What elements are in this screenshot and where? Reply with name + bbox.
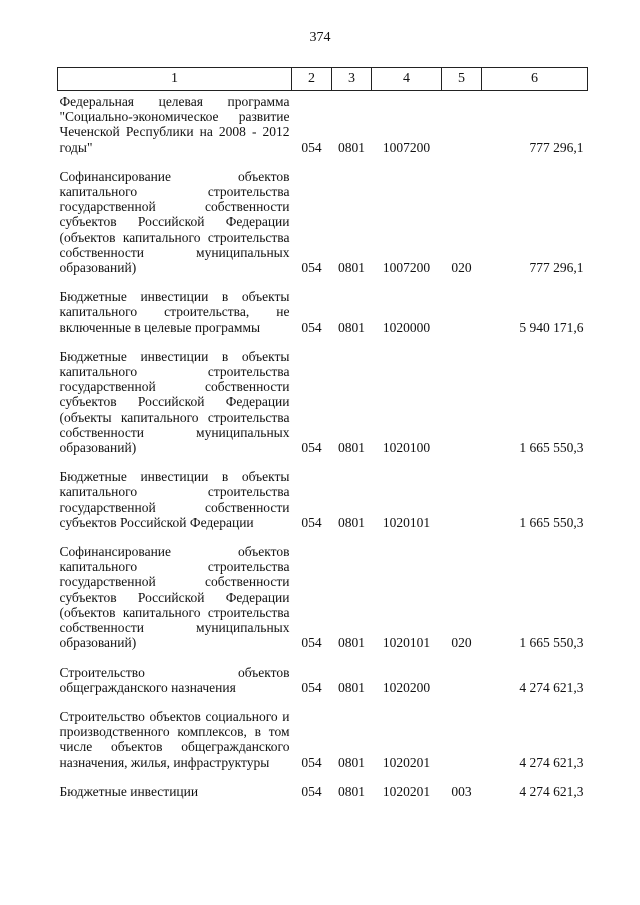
row-code-4: 1020000 <box>382 319 431 335</box>
header-col-1: 1 <box>58 68 292 91</box>
row-description: Бюджетные инвестиции <box>59 783 199 799</box>
row-code-4: 1020200 <box>382 679 431 695</box>
row-code-3: 0801 <box>338 319 365 335</box>
table-row <box>58 530 588 650</box>
row-code-3: 0801 <box>338 514 365 530</box>
table-row <box>58 695 588 770</box>
row-amount: 1 665 550,3 <box>519 514 584 530</box>
row-amount: 5 940 171,6 <box>519 319 584 335</box>
header-col-6: 6 <box>482 68 588 91</box>
row-code-5 <box>442 455 482 530</box>
row-code-5 <box>442 275 482 335</box>
row-description: Строительство объектов социального и производственного комплексов, в том числе объектов общегражданского назначения, жилья, инфраструктуры <box>59 708 290 770</box>
row-code-4: 1020101 <box>382 514 431 530</box>
row-description: Федеральная целевая программа "Социально-экономическое развитие Чеченской Республики на 2008 - 2012 годы" <box>59 94 290 155</box>
row-code-2: 054 <box>301 679 322 695</box>
row-description: Софинансирование объектов капитального строительства государственной собственности субъектов Российской Федерации (объектов капитального строительства собственности муниципальных образований) <box>59 168 290 276</box>
row-code-4: 1020100 <box>382 440 431 456</box>
budget-table <box>57 67 588 799</box>
row-code-4: 1007200 <box>382 260 431 276</box>
table-row <box>58 455 588 530</box>
row-amount: 777 296,1 <box>529 139 584 155</box>
row-code-5 <box>442 651 482 695</box>
row-code-5 <box>442 91 482 155</box>
row-code-5 <box>442 695 482 770</box>
header-row <box>58 68 588 91</box>
header-col-2: 2 <box>292 68 332 91</box>
row-code-5: 003 <box>451 783 472 799</box>
header-col-5: 5 <box>442 68 482 91</box>
row-code-5 <box>442 335 482 455</box>
table-row <box>58 335 588 455</box>
row-amount: 4 274 621,3 <box>519 783 584 799</box>
row-code-3: 0801 <box>338 635 365 651</box>
row-amount: 4 274 621,3 <box>519 679 584 695</box>
row-code-3: 0801 <box>338 679 365 695</box>
row-amount: 4 274 621,3 <box>519 754 584 770</box>
row-code-4: 1020201 <box>382 783 431 799</box>
row-code-2: 054 <box>301 440 322 456</box>
row-code-4: 1020201 <box>382 754 431 770</box>
row-code-5: 020 <box>451 260 472 276</box>
row-description: Софинансирование объектов капитального строительства государственной собственности субъектов Российской Федерации (объектов капитального строительства собственности муниципальных образований) <box>59 544 290 651</box>
row-code-2: 054 <box>301 635 322 651</box>
row-code-3: 0801 <box>338 139 365 155</box>
table-row <box>58 651 588 695</box>
row-code-3: 0801 <box>338 260 365 276</box>
row-amount: 1 665 550,3 <box>519 635 584 651</box>
table-row <box>58 275 588 335</box>
row-code-5: 020 <box>451 635 472 651</box>
row-code-2: 054 <box>301 260 322 276</box>
header-col-4: 4 <box>372 68 442 91</box>
row-code-2: 054 <box>301 319 322 335</box>
table-row <box>58 770 588 799</box>
row-description: Бюджетные инвестиции в объекты капитального строительства государственной собственности субъектов Российской Федерации <box>59 469 290 530</box>
row-code-4: 1007200 <box>382 139 431 155</box>
page-number: 374 <box>309 30 331 45</box>
row-code-2: 054 <box>301 514 322 530</box>
row-code-2: 054 <box>301 754 322 770</box>
row-amount: 1 665 550,3 <box>519 440 584 456</box>
row-description: Бюджетные инвестиции в объекты капитального строительства, не включенные в целевые программы <box>59 289 290 335</box>
table-row <box>58 155 588 275</box>
row-code-2: 054 <box>301 139 322 155</box>
row-description: Бюджетные инвестиции в объекты капитального строительства государственной собственности субъектов Российской Федерации (объекты капитального строительства собственности муниципальных образований) <box>59 348 290 456</box>
row-code-3: 0801 <box>338 783 365 799</box>
row-code-4: 1020101 <box>382 635 431 651</box>
row-description: Строительство объектов общегражданского назначения <box>59 664 290 695</box>
row-code-3: 0801 <box>338 440 365 456</box>
row-code-2: 054 <box>301 783 322 799</box>
table-row <box>58 91 588 155</box>
row-code-3: 0801 <box>338 754 365 770</box>
row-amount: 777 296,1 <box>529 260 584 276</box>
header-col-3: 3 <box>332 68 372 91</box>
